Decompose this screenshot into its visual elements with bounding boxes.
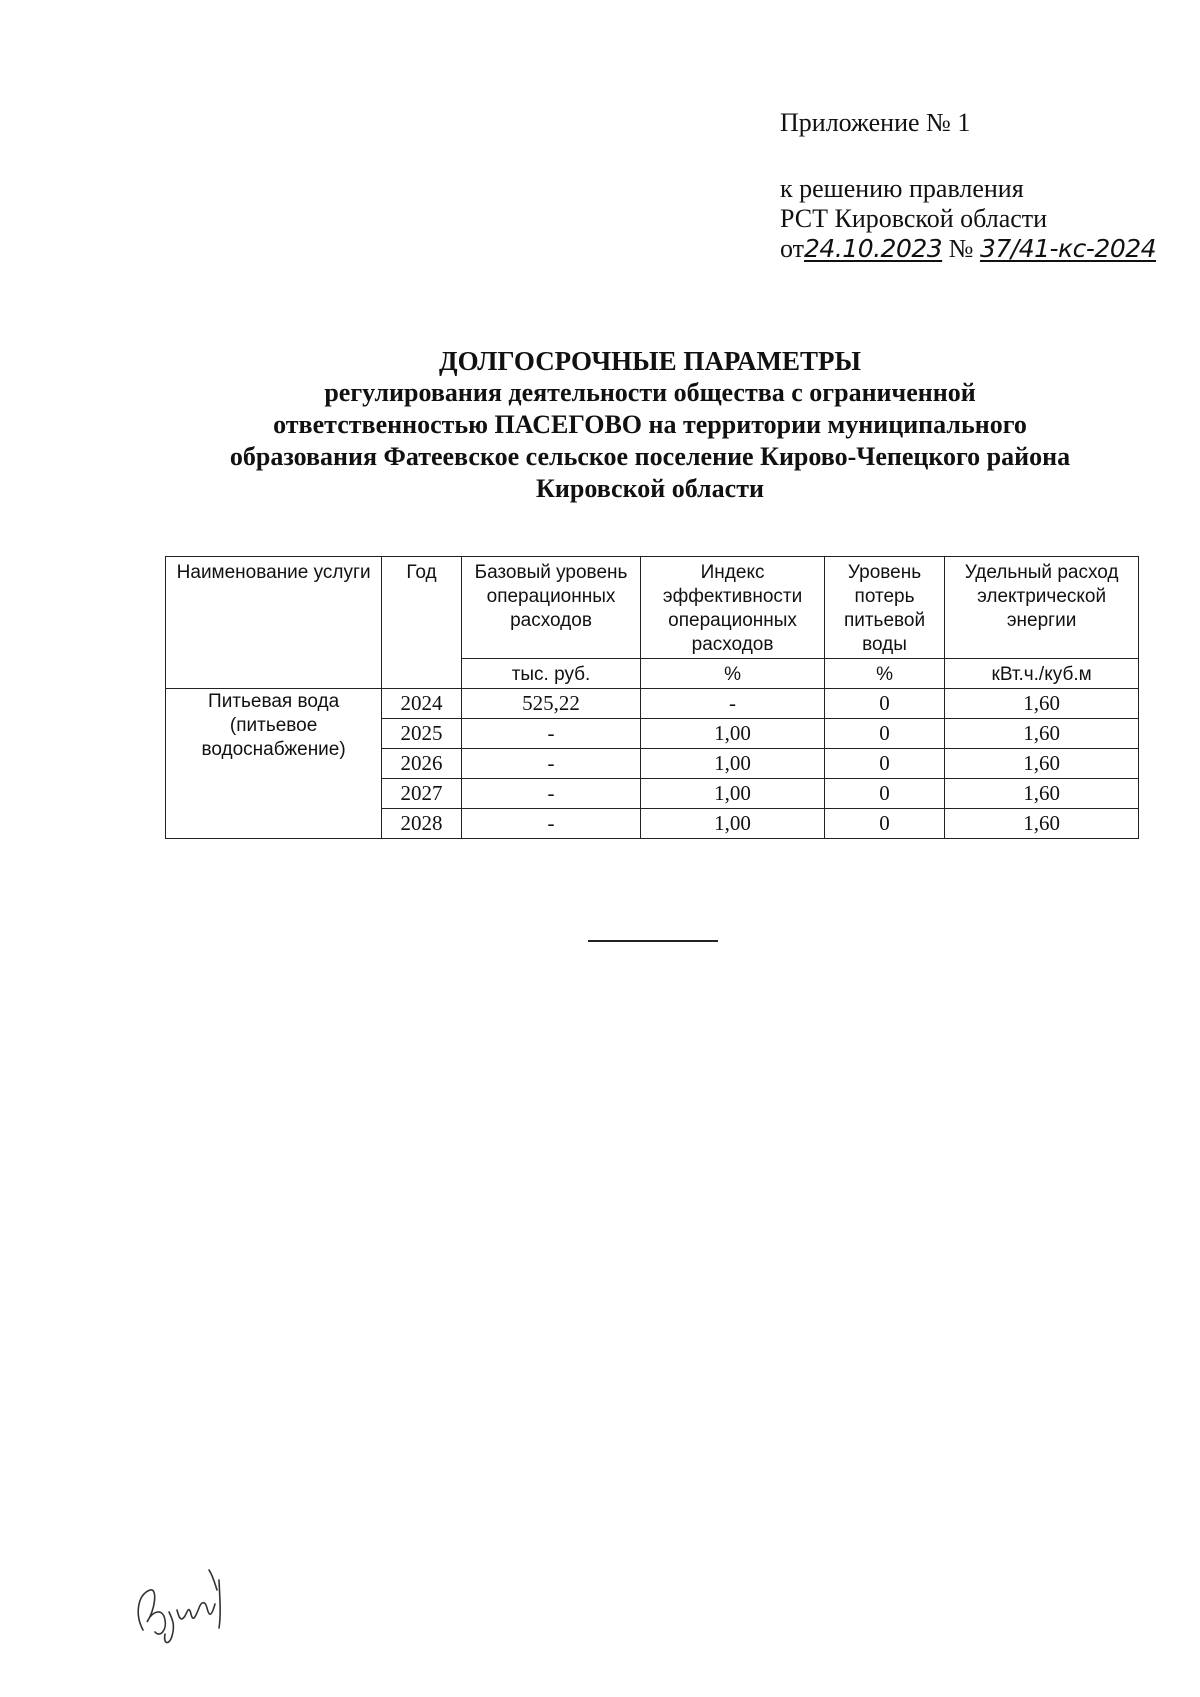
cell-energy: 1,60 (945, 719, 1139, 749)
cell-base-level: - (461, 719, 641, 749)
handwritten-date: 24.10.2023 (804, 234, 943, 263)
number-sign: № (948, 234, 974, 263)
cell-losses: 0 (824, 779, 944, 809)
handwritten-number: 37/41-кс-2024 (979, 234, 1157, 263)
header-year: Год (382, 557, 462, 689)
cell-losses: 0 (824, 749, 944, 779)
title-line-2: ответственностью ПАСЕГОВО на территории муниципального (273, 410, 1027, 439)
unit-base-level: тыс. руб. (461, 659, 641, 689)
decision-reference: к решению правления (780, 174, 1024, 203)
header-base-level: Базовый уровень операционных расходов (461, 557, 641, 659)
cell-base-level: - (461, 779, 641, 809)
cell-efficiency: - (641, 689, 825, 719)
parameters-table (165, 556, 1139, 839)
table-row (166, 689, 1139, 719)
cell-energy: 1,60 (945, 689, 1139, 719)
cell-energy: 1,60 (945, 809, 1139, 839)
header-efficiency: Индекс эффективности операционных расходов (641, 557, 825, 659)
authority-name: РСТ Кировской области (780, 204, 1048, 233)
end-separator (588, 940, 718, 942)
cell-year: 2026 (382, 749, 462, 779)
cell-efficiency: 1,00 (641, 749, 825, 779)
cell-efficiency: 1,00 (641, 809, 825, 839)
cell-losses: 0 (824, 689, 944, 719)
header-energy: Удельный расход электрической энергии (945, 557, 1139, 659)
cell-year: 2028 (382, 809, 462, 839)
title-line-4: Кировской области (536, 474, 764, 503)
table-header-row (166, 557, 1139, 659)
cell-base-level: - (461, 749, 641, 779)
handwritten-signature-icon (125, 1560, 245, 1650)
cell-losses: 0 (824, 809, 944, 839)
cell-year: 2025 (382, 719, 462, 749)
title-main: ДОЛГОСРОЧНЫЕ ПАРАМЕТРЫ (439, 346, 861, 376)
service-name: Питьевая вода (питьевое водоснабжение) (166, 689, 382, 839)
cell-energy: 1,60 (945, 779, 1139, 809)
cell-base-level: - (461, 809, 641, 839)
unit-efficiency: % (641, 659, 825, 689)
header-losses: Уровень потерь питьевой воды (824, 557, 944, 659)
cell-losses: 0 (824, 719, 944, 749)
cell-energy: 1,60 (945, 749, 1139, 779)
title-line-3: образования Фатеевское сельское поселение Кирово-Чепецкого района (229, 442, 1071, 471)
annex-header (780, 108, 1156, 264)
cell-year: 2024 (382, 689, 462, 719)
cell-base-level: 525,22 (461, 689, 641, 719)
cell-efficiency: 1,00 (641, 719, 825, 749)
cell-efficiency: 1,00 (641, 779, 825, 809)
title-line-1: регулирования деятельности общества с ограниченной (324, 378, 976, 407)
decision-date-number (780, 234, 1156, 264)
annex-number: Приложение № 1 (780, 108, 971, 137)
header-service: Наименование услуги (166, 557, 382, 689)
document-title (130, 345, 1170, 505)
unit-losses: % (824, 659, 944, 689)
unit-energy: кВт.ч./куб.м (945, 659, 1139, 689)
from-prefix: от (780, 234, 805, 263)
cell-year: 2027 (382, 779, 462, 809)
